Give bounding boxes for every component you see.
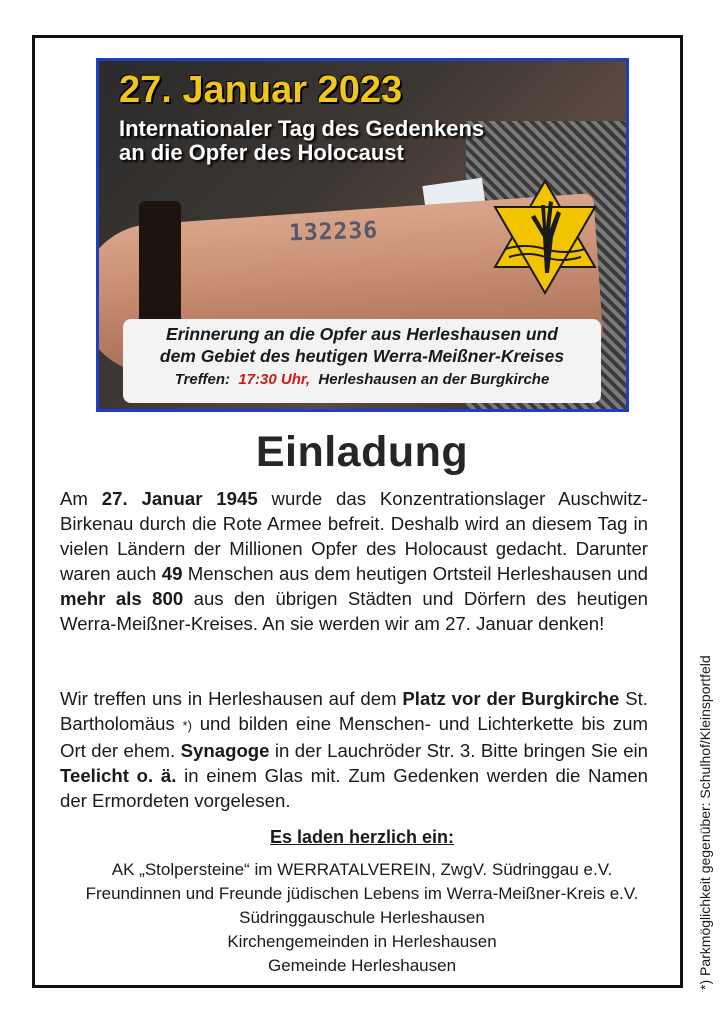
meeting-place-highlight: Platz vor der Burgkirche	[402, 688, 620, 709]
organizer-item: Südringgauschule Herleshausen	[239, 908, 485, 927]
caption-line2: dem Gebiet des heutigen Werra-Meißner-Kreises	[159, 346, 565, 366]
meeting-place: Herleshausen an der Burgkirche	[318, 371, 550, 388]
tealight-highlight: Teelicht o. ä.	[60, 765, 177, 786]
victims-count-district: mehr als 800	[60, 588, 184, 609]
footnote-marker: *)	[182, 718, 192, 733]
text-run: und bilden eine Menschen- und Lichterkette bis zum Ort der ehem.	[60, 713, 648, 761]
intro-paragraph	[60, 486, 648, 636]
text-run: in der Lauchröder Str. 3. Bitte bringen Sie ein	[269, 740, 649, 761]
header-banner-image	[96, 58, 629, 412]
banner-subtitle-line1: Internationaler Tag des Gedenkens	[119, 116, 485, 141]
text-run: Menschen aus dem heutigen Ortsteil Herleshausen und	[182, 563, 648, 584]
victims-count-local: 49	[161, 563, 183, 584]
text-run: Am	[60, 488, 102, 509]
event-paragraph	[60, 686, 648, 813]
text-run: aus den übrigen Städten und Dörfern des heutigen Werra-Meißner-Kreises. An sie werden wir am 27. Januar denken!	[60, 588, 648, 634]
text-run: Wir treffen uns in Herleshausen auf dem	[60, 688, 403, 709]
date-highlight: 27. Januar 1945	[101, 488, 258, 509]
star-of-david-icon	[485, 177, 605, 297]
organizer-item: AK „Stolpersteine“ im WERRATALVEREIN, ZwgV. Südringgau e.V.	[111, 860, 613, 879]
page-title: Einladung	[255, 428, 469, 476]
synagogue-highlight: Synagoge	[180, 740, 270, 761]
text-run: in einem Glas mit. Zum Gedenken werden die Namen der Ermordeten vorgelesen.	[60, 765, 648, 811]
meeting-label: Treffen:	[174, 371, 230, 388]
caption-line1: Erinnerung an die Opfer aus Herleshausen und	[166, 324, 558, 344]
meeting-info	[129, 369, 595, 391]
text-run: wurde das Konzentrationslager Auschwitz-Birkenau durch die Rote Armee befreit. Deshalb wird an diesem Tag in vielen Ländern der Millionen Opfer des Holocaust gedacht. Darunter waren auch	[60, 488, 648, 584]
organizer-item: Gemeinde Herleshausen	[267, 956, 457, 975]
organizer-item: Kirchengemeinden in Herleshausen	[227, 932, 497, 951]
invitation-heading: Es laden herzlich ein:	[269, 827, 455, 847]
organizer-list	[0, 858, 724, 978]
banner-subtitle-line2: an die Opfer des Holocaust	[119, 140, 404, 165]
organizer-item: Freundinnen und Freunde jüdischen Lebens im Werra-Meißner-Kreis e.V.	[85, 884, 639, 903]
banner-date: 27. Januar 2023	[119, 69, 403, 111]
banner-caption	[123, 319, 601, 403]
parking-footnote: *) Parkmöglichkeit gegenüber: Schulhof/Kleinsportfeld	[697, 655, 713, 990]
text-run: St. Bartholomäus	[60, 688, 648, 734]
meeting-time: 17:30 Uhr,	[238, 371, 311, 388]
banner-subtitle	[119, 117, 484, 165]
tattoo-number: 132236	[288, 217, 379, 247]
